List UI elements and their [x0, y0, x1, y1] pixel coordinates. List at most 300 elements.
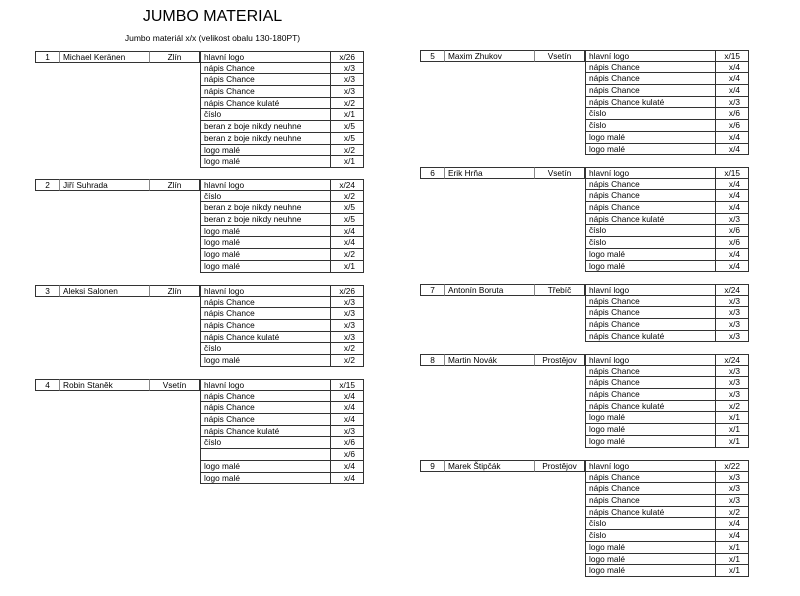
blank-cell: [420, 307, 444, 319]
blank-cell: [59, 63, 149, 75]
blank-cell: [534, 472, 585, 484]
player-city: Zlín: [149, 179, 200, 191]
blank-cell: [149, 473, 200, 485]
blank-cell: [149, 202, 200, 214]
table-row: [35, 51, 364, 63]
blank-cell: [444, 97, 534, 109]
blank-cell: [420, 97, 444, 109]
blank-cell: [35, 297, 59, 309]
blank-cell: [59, 133, 149, 145]
material-item: logo malé: [585, 436, 716, 448]
table-row: [35, 414, 364, 426]
material-item: nápis Chance: [585, 307, 716, 319]
material-item: logo malé: [585, 144, 716, 156]
table-row: [420, 202, 749, 214]
table-row: [35, 121, 364, 133]
player-block: [420, 167, 749, 272]
material-quantity: x/2: [716, 507, 749, 519]
table-row: [35, 237, 364, 249]
table-row: [35, 379, 364, 391]
blank-cell: [35, 391, 59, 403]
table-row: [35, 226, 364, 238]
table-row: [420, 97, 749, 109]
material-item: nápis Chance: [585, 472, 716, 484]
material-item: nápis Chance kulaté: [200, 332, 331, 344]
blank-cell: [59, 226, 149, 238]
material-quantity: x/1: [716, 412, 749, 424]
blank-cell: [59, 449, 149, 461]
material-quantity: x/4: [716, 190, 749, 202]
blank-cell: [59, 86, 149, 98]
blank-cell: [35, 237, 59, 249]
player-city: Vsetín: [534, 50, 585, 62]
table-row: [35, 86, 364, 98]
material-item: nápis Chance: [585, 73, 716, 85]
table-row: [420, 144, 749, 156]
blank-cell: [59, 355, 149, 367]
material-quantity: x/3: [331, 63, 364, 75]
table-row: [420, 108, 749, 120]
blank-cell: [149, 297, 200, 309]
blank-cell: [444, 495, 534, 507]
player-number: 2: [35, 179, 59, 191]
player-name: Martin Novák: [444, 354, 534, 366]
material-item: číslo: [585, 225, 716, 237]
blank-cell: [534, 202, 585, 214]
player-name: Robin Staněk: [59, 379, 149, 391]
blank-cell: [444, 401, 534, 413]
material-quantity: x/4: [716, 73, 749, 85]
player-city: Prostějov: [534, 460, 585, 472]
material-quantity: x/2: [331, 343, 364, 355]
material-item: logo malé: [200, 355, 331, 367]
table-row: [420, 225, 749, 237]
player-city: Třebíč: [534, 284, 585, 296]
material-quantity: x/4: [716, 179, 749, 191]
player-number: 4: [35, 379, 59, 391]
blank-cell: [59, 320, 149, 332]
table-row: [35, 261, 364, 273]
material-item: nápis Chance kulaté: [585, 331, 716, 343]
table-row: [35, 297, 364, 309]
blank-cell: [444, 331, 534, 343]
material-item: beran z boje nikdy neuhne: [200, 121, 331, 133]
blank-cell: [420, 144, 444, 156]
blank-cell: [35, 426, 59, 438]
blank-cell: [534, 377, 585, 389]
blank-cell: [149, 133, 200, 145]
material-quantity: x/1: [331, 109, 364, 121]
material-item: nápis Chance: [585, 483, 716, 495]
material-quantity: x/15: [331, 379, 364, 391]
material-item: logo malé: [200, 145, 331, 157]
material-item: nápis Chance: [585, 85, 716, 97]
blank-cell: [444, 483, 534, 495]
blank-cell: [420, 296, 444, 308]
blank-cell: [420, 108, 444, 120]
blank-cell: [59, 332, 149, 344]
blank-cell: [149, 391, 200, 403]
blank-cell: [444, 542, 534, 554]
player-name: Erik Hrňa: [444, 167, 534, 179]
material-item: nápis Chance: [585, 62, 716, 74]
material-quantity: x/3: [331, 426, 364, 438]
blank-cell: [534, 190, 585, 202]
player-name: Jiří Suhrada: [59, 179, 149, 191]
blank-cell: [149, 63, 200, 75]
material-quantity: x/3: [716, 366, 749, 378]
blank-cell: [59, 461, 149, 473]
table-row: [35, 98, 364, 110]
player-block: [420, 460, 749, 577]
table-row: [420, 565, 749, 577]
material-quantity: x/4: [716, 85, 749, 97]
blank-cell: [534, 483, 585, 495]
material-item: beran z boje nikdy neuhne: [200, 133, 331, 145]
material-quantity: x/3: [716, 377, 749, 389]
player-number: 8: [420, 354, 444, 366]
material-item: hlavní logo: [585, 460, 716, 472]
material-item: nápis Chance: [585, 190, 716, 202]
blank-cell: [420, 132, 444, 144]
material-item: nápis Chance: [200, 391, 331, 403]
blank-cell: [35, 461, 59, 473]
material-item: hlavní logo: [200, 285, 331, 297]
material-item: nápis Chance kulaté: [585, 97, 716, 109]
material-quantity: x/6: [716, 108, 749, 120]
blank-cell: [420, 120, 444, 132]
blank-cell: [59, 391, 149, 403]
blank-cell: [420, 530, 444, 542]
blank-cell: [149, 214, 200, 226]
player-number: 1: [35, 51, 59, 63]
blank-cell: [534, 331, 585, 343]
blank-cell: [444, 565, 534, 577]
blank-cell: [534, 542, 585, 554]
blank-cell: [444, 518, 534, 530]
material-item: logo malé: [200, 226, 331, 238]
material-item: nápis Chance kulaté: [200, 426, 331, 438]
player-block: [420, 354, 749, 448]
blank-cell: [534, 412, 585, 424]
material-quantity: x/3: [716, 307, 749, 319]
blank-cell: [35, 63, 59, 75]
material-item: číslo: [585, 530, 716, 542]
blank-cell: [444, 261, 534, 273]
material-item: logo malé: [200, 249, 331, 261]
blank-cell: [149, 461, 200, 473]
material-quantity: x/15: [716, 167, 749, 179]
material-quantity: x/4: [716, 202, 749, 214]
material-item: nápis Chance kulaté: [200, 98, 331, 110]
table-row: [420, 331, 749, 343]
material-quantity: x/6: [716, 225, 749, 237]
table-row: [420, 424, 749, 436]
material-quantity: x/6: [331, 437, 364, 449]
blank-cell: [35, 109, 59, 121]
material-quantity: x/5: [331, 121, 364, 133]
table-row: [420, 354, 749, 366]
player-name: Marek Štipčák: [444, 460, 534, 472]
blank-cell: [444, 144, 534, 156]
material-item: logo malé: [200, 156, 331, 168]
blank-cell: [444, 507, 534, 519]
blank-cell: [444, 554, 534, 566]
player-number: 9: [420, 460, 444, 472]
blank-cell: [420, 237, 444, 249]
material-item: číslo: [200, 437, 331, 449]
player-city: Zlín: [149, 285, 200, 297]
player-number: 5: [420, 50, 444, 62]
table-row: [420, 179, 749, 191]
blank-cell: [35, 402, 59, 414]
blank-cell: [444, 530, 534, 542]
material-item: číslo: [200, 191, 331, 203]
blank-cell: [149, 109, 200, 121]
material-quantity: x/4: [331, 461, 364, 473]
material-item: logo malé: [585, 132, 716, 144]
blank-cell: [534, 307, 585, 319]
blank-cell: [35, 133, 59, 145]
blank-cell: [534, 424, 585, 436]
table-row: [420, 120, 749, 132]
table-row: [420, 237, 749, 249]
material-quantity: x/4: [331, 226, 364, 238]
material-quantity: x/22: [716, 460, 749, 472]
table-row: [35, 308, 364, 320]
blank-cell: [420, 518, 444, 530]
blank-cell: [149, 226, 200, 238]
blank-cell: [444, 412, 534, 424]
blank-cell: [420, 495, 444, 507]
table-row: [420, 62, 749, 74]
material-quantity: x/1: [716, 565, 749, 577]
material-quantity: x/3: [716, 296, 749, 308]
blank-cell: [149, 355, 200, 367]
blank-cell: [534, 261, 585, 273]
table-row: [35, 391, 364, 403]
blank-cell: [59, 249, 149, 261]
blank-cell: [35, 437, 59, 449]
blank-cell: [420, 319, 444, 331]
table-row: [35, 449, 364, 461]
material-quantity: x/4: [331, 391, 364, 403]
material-quantity: x/2: [331, 249, 364, 261]
material-quantity: x/1: [331, 261, 364, 273]
blank-cell: [444, 472, 534, 484]
table-row: [420, 73, 749, 85]
blank-cell: [534, 366, 585, 378]
material-quantity: x/24: [716, 284, 749, 296]
material-quantity: x/4: [716, 261, 749, 273]
blank-cell: [149, 414, 200, 426]
blank-cell: [444, 214, 534, 226]
material-quantity: x/4: [331, 473, 364, 485]
table-row: [420, 401, 749, 413]
blank-cell: [149, 86, 200, 98]
blank-cell: [444, 424, 534, 436]
material-item: logo malé: [585, 424, 716, 436]
blank-cell: [534, 179, 585, 191]
table-row: [420, 190, 749, 202]
material-quantity: x/6: [716, 120, 749, 132]
blank-cell: [420, 565, 444, 577]
blank-cell: [149, 402, 200, 414]
blank-cell: [35, 449, 59, 461]
player-number: 3: [35, 285, 59, 297]
material-quantity: x/4: [716, 518, 749, 530]
blank-cell: [534, 401, 585, 413]
table-row: [420, 554, 749, 566]
table-row: [35, 133, 364, 145]
blank-cell: [534, 507, 585, 519]
table-row: [420, 472, 749, 484]
page-subtitle: Jumbo materiál x/x (velikost obalu 130-180PT): [124, 33, 301, 43]
table-row: [35, 63, 364, 75]
blank-cell: [59, 191, 149, 203]
blank-cell: [59, 426, 149, 438]
blank-cell: [35, 156, 59, 168]
blank-cell: [420, 377, 444, 389]
material-quantity: x/3: [716, 483, 749, 495]
material-quantity: x/1: [716, 424, 749, 436]
table-row: [420, 483, 749, 495]
table-row: [35, 156, 364, 168]
blank-cell: [149, 156, 200, 168]
blank-cell: [444, 179, 534, 191]
blank-cell: [420, 483, 444, 495]
blank-cell: [420, 190, 444, 202]
blank-cell: [149, 426, 200, 438]
blank-cell: [35, 202, 59, 214]
material-item: logo malé: [585, 412, 716, 424]
table-row: [35, 202, 364, 214]
table-row: [420, 518, 749, 530]
material-item: nápis Chance: [200, 86, 331, 98]
material-item: nápis Chance: [200, 297, 331, 309]
blank-cell: [534, 97, 585, 109]
table-row: [420, 366, 749, 378]
blank-cell: [420, 85, 444, 97]
material-item: logo malé: [200, 261, 331, 273]
table-row: [420, 85, 749, 97]
material-quantity: x/3: [331, 74, 364, 86]
material-quantity: x/4: [331, 237, 364, 249]
material-quantity: x/4: [716, 530, 749, 542]
player-block: [35, 285, 364, 367]
table-row: [35, 320, 364, 332]
material-quantity: x/4: [331, 402, 364, 414]
material-quantity: x/26: [331, 285, 364, 297]
material-quantity: x/24: [716, 354, 749, 366]
table-row: [420, 261, 749, 273]
material-item: logo malé: [585, 261, 716, 273]
table-row: [35, 179, 364, 191]
blank-cell: [444, 366, 534, 378]
table-row: [420, 542, 749, 554]
material-item: nápis Chance: [585, 202, 716, 214]
blank-cell: [534, 85, 585, 97]
material-item: beran z boje nikdy neuhne: [200, 214, 331, 226]
material-item: číslo: [200, 343, 331, 355]
table-row: [35, 214, 364, 226]
material-item: nápis Chance: [585, 495, 716, 507]
blank-cell: [149, 74, 200, 86]
blank-cell: [420, 472, 444, 484]
blank-cell: [59, 121, 149, 133]
material-quantity: x/5: [331, 133, 364, 145]
material-quantity: x/6: [716, 237, 749, 249]
player-block: [420, 50, 749, 155]
blank-cell: [59, 237, 149, 249]
blank-cell: [420, 331, 444, 343]
blank-cell: [444, 296, 534, 308]
blank-cell: [59, 74, 149, 86]
material-item: [200, 449, 331, 461]
material-quantity: x/5: [331, 214, 364, 226]
player-city: Zlín: [149, 51, 200, 63]
blank-cell: [59, 145, 149, 157]
table-row: [420, 167, 749, 179]
blank-cell: [420, 389, 444, 401]
blank-cell: [444, 85, 534, 97]
blank-cell: [420, 554, 444, 566]
material-item: hlavní logo: [200, 179, 331, 191]
blank-cell: [35, 98, 59, 110]
blank-cell: [534, 144, 585, 156]
material-quantity: x/4: [716, 144, 749, 156]
blank-cell: [534, 249, 585, 261]
table-row: [420, 436, 749, 448]
table-row: [420, 319, 749, 331]
material-item: hlavní logo: [200, 379, 331, 391]
player-block: [35, 379, 364, 484]
blank-cell: [534, 62, 585, 74]
material-quantity: x/3: [716, 472, 749, 484]
blank-cell: [35, 74, 59, 86]
blank-cell: [59, 343, 149, 355]
blank-cell: [534, 225, 585, 237]
table-row: [35, 285, 364, 297]
blank-cell: [35, 214, 59, 226]
blank-cell: [59, 109, 149, 121]
blank-cell: [149, 320, 200, 332]
table-row: [35, 145, 364, 157]
blank-cell: [149, 121, 200, 133]
player-city: Vsetín: [534, 167, 585, 179]
player-block: [420, 284, 749, 342]
material-item: nápis Chance: [200, 63, 331, 75]
table-row: [420, 507, 749, 519]
material-quantity: x/3: [716, 495, 749, 507]
blank-cell: [59, 156, 149, 168]
material-item: nápis Chance: [200, 414, 331, 426]
material-quantity: x/3: [716, 214, 749, 226]
blank-cell: [59, 437, 149, 449]
table-row: [35, 109, 364, 121]
blank-cell: [534, 554, 585, 566]
blank-cell: [35, 332, 59, 344]
material-quantity: x/5: [331, 202, 364, 214]
table-row: [420, 214, 749, 226]
table-row: [35, 473, 364, 485]
table-row: [35, 191, 364, 203]
blank-cell: [35, 86, 59, 98]
material-quantity: x/3: [716, 319, 749, 331]
blank-cell: [420, 507, 444, 519]
material-item: nápis Chance: [585, 296, 716, 308]
blank-cell: [35, 249, 59, 261]
